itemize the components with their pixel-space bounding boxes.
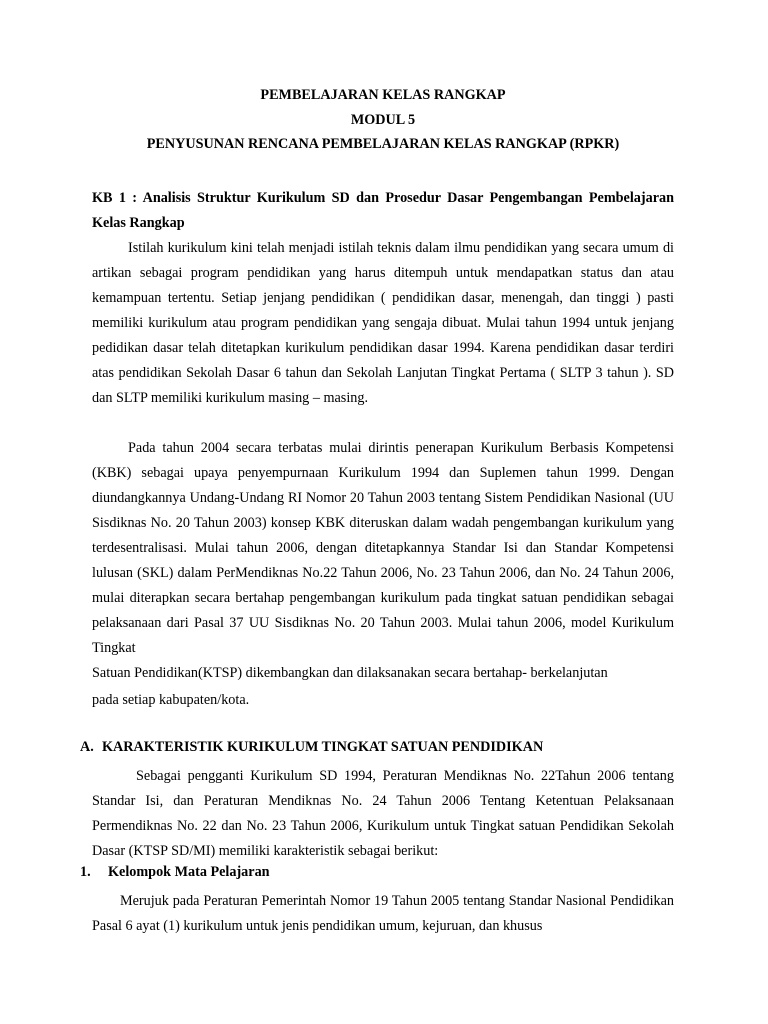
paragraph-kbk-history-line: Satuan Pendidikan(KTSP) dikembangkan dan dilaksanakan secara bertahap- berkelanjutan [92,665,608,681]
paragraph-subject-groups: Merujuk pada Peraturan Pemerintah Nomor 19 Tahun 2005 tentang Standar Nasional Pendidikan Pasal 6 ayat (1) kurikulum untuk jenis pendidikan umum, kejuruan, dan khusus [92,893,674,934]
kb-heading: KB 1 : Analisis Struktur Kurikulum SD dan Prosedur Dasar Pengembangan Pembelajaran Kelas Rangkap [92,190,674,231]
section-marker: A. [80,739,94,755]
subsection-title: Kelompok Mata Pelajaran [108,864,270,880]
subsection-marker: 1. [80,864,91,880]
section-title: KARAKTERISTIK KURIKULUM TINGKAT SATUAN PENDIDIKAN [102,739,544,755]
section-heading-a [80,739,680,756]
subsection-heading-1 [80,864,680,881]
paragraph-curriculum-definition: Istilah kurikulum kini telah menjadi istilah teknis dalam ilmu pendidikan yang secara umum di artikan sebagai program pendidikan yang harus ditempuh untuk mendapatkan status dan atau kemampuan tertentu. Setiap jenjang pendidikan ( pendidikan dasar, menengah, dan tinggi ) pasti memiliki kurikulum atau program pendidikan yang sengaja dibuat. Mulai tahun 1994 untuk jenjang pedidikan dasar telah ditetapkan kurikulum pendidikan dasar 1994. Karena pendidikan dasar terdiri atas pendidikan Sekolah Dasar 6 tahun dan Sekolah Lanjutan Tingkat Pertama ( SLTP 3 tahun ). SD dan SLTP memiliki kurikulum masing – masing. [92,240,674,406]
module-subtitle: PENYUSUNAN RENCANA PEMBELAJARAN KELAS RANGKAP (RPKR) [146,136,620,152]
paragraph-kbk-history-line: pada setiap kabupaten/kota. [92,692,250,708]
paragraph-kbk-history: Pada tahun 2004 secara terbatas mulai dirintis penerapan Kurikulum Berbasis Kompetensi (KBK) sebagai upaya penyempurnaan Kurikulum 1994 dan Suplemen tahun 1999. Dengan diundangkannya Undang-Undang RI Nomor 20 Tahun 2003 tentang Sistem Pendidikan Nasional (UU Sisdiknas No. 20 Tahun 2003) konsep KBK diteruskan dalam wadah pengembangan kurikulum yang terdesentralisasi. Mulai tahun 2006, dengan ditetapkannya Standar Isi dan Standar Kompetensi lulusan (SKL) dalam PerMendiknas No.22 Tahun 2006, No. 23 Tahun 2006, dan No. 24 Tahun 2006, mulai diterapkan secara bertahap pengembangan kurikulum pada tingkat satuan pendidikan sebagai pelaksanaan dari Pasal 37 UU Sisdiknas No. 20 Tahun 2003. Mulai tahun 2006, model Kurikulum Tingkat [92,440,674,656]
module-number: MODUL 5 [350,112,416,128]
paragraph-ktsp-characteristics: Sebagai pengganti Kurikulum SD 1994, Peraturan Mendiknas No. 22Tahun 2006 tentang Standar Isi, dan Peraturan Mendiknas No. 24 Tahun 2006 Tentang Ketentuan Pelaksanaan Permendiknas No. 22 dan No. 23 Tahun 2006, Kurikulum untuk Tingkat satuan Pendidikan Sekolah Dasar (KTSP SD/MI) memiliki karakteristik sebagai berikut: [92,768,674,859]
module-title: PEMBELAJARAN KELAS RANGKAP [260,87,506,103]
